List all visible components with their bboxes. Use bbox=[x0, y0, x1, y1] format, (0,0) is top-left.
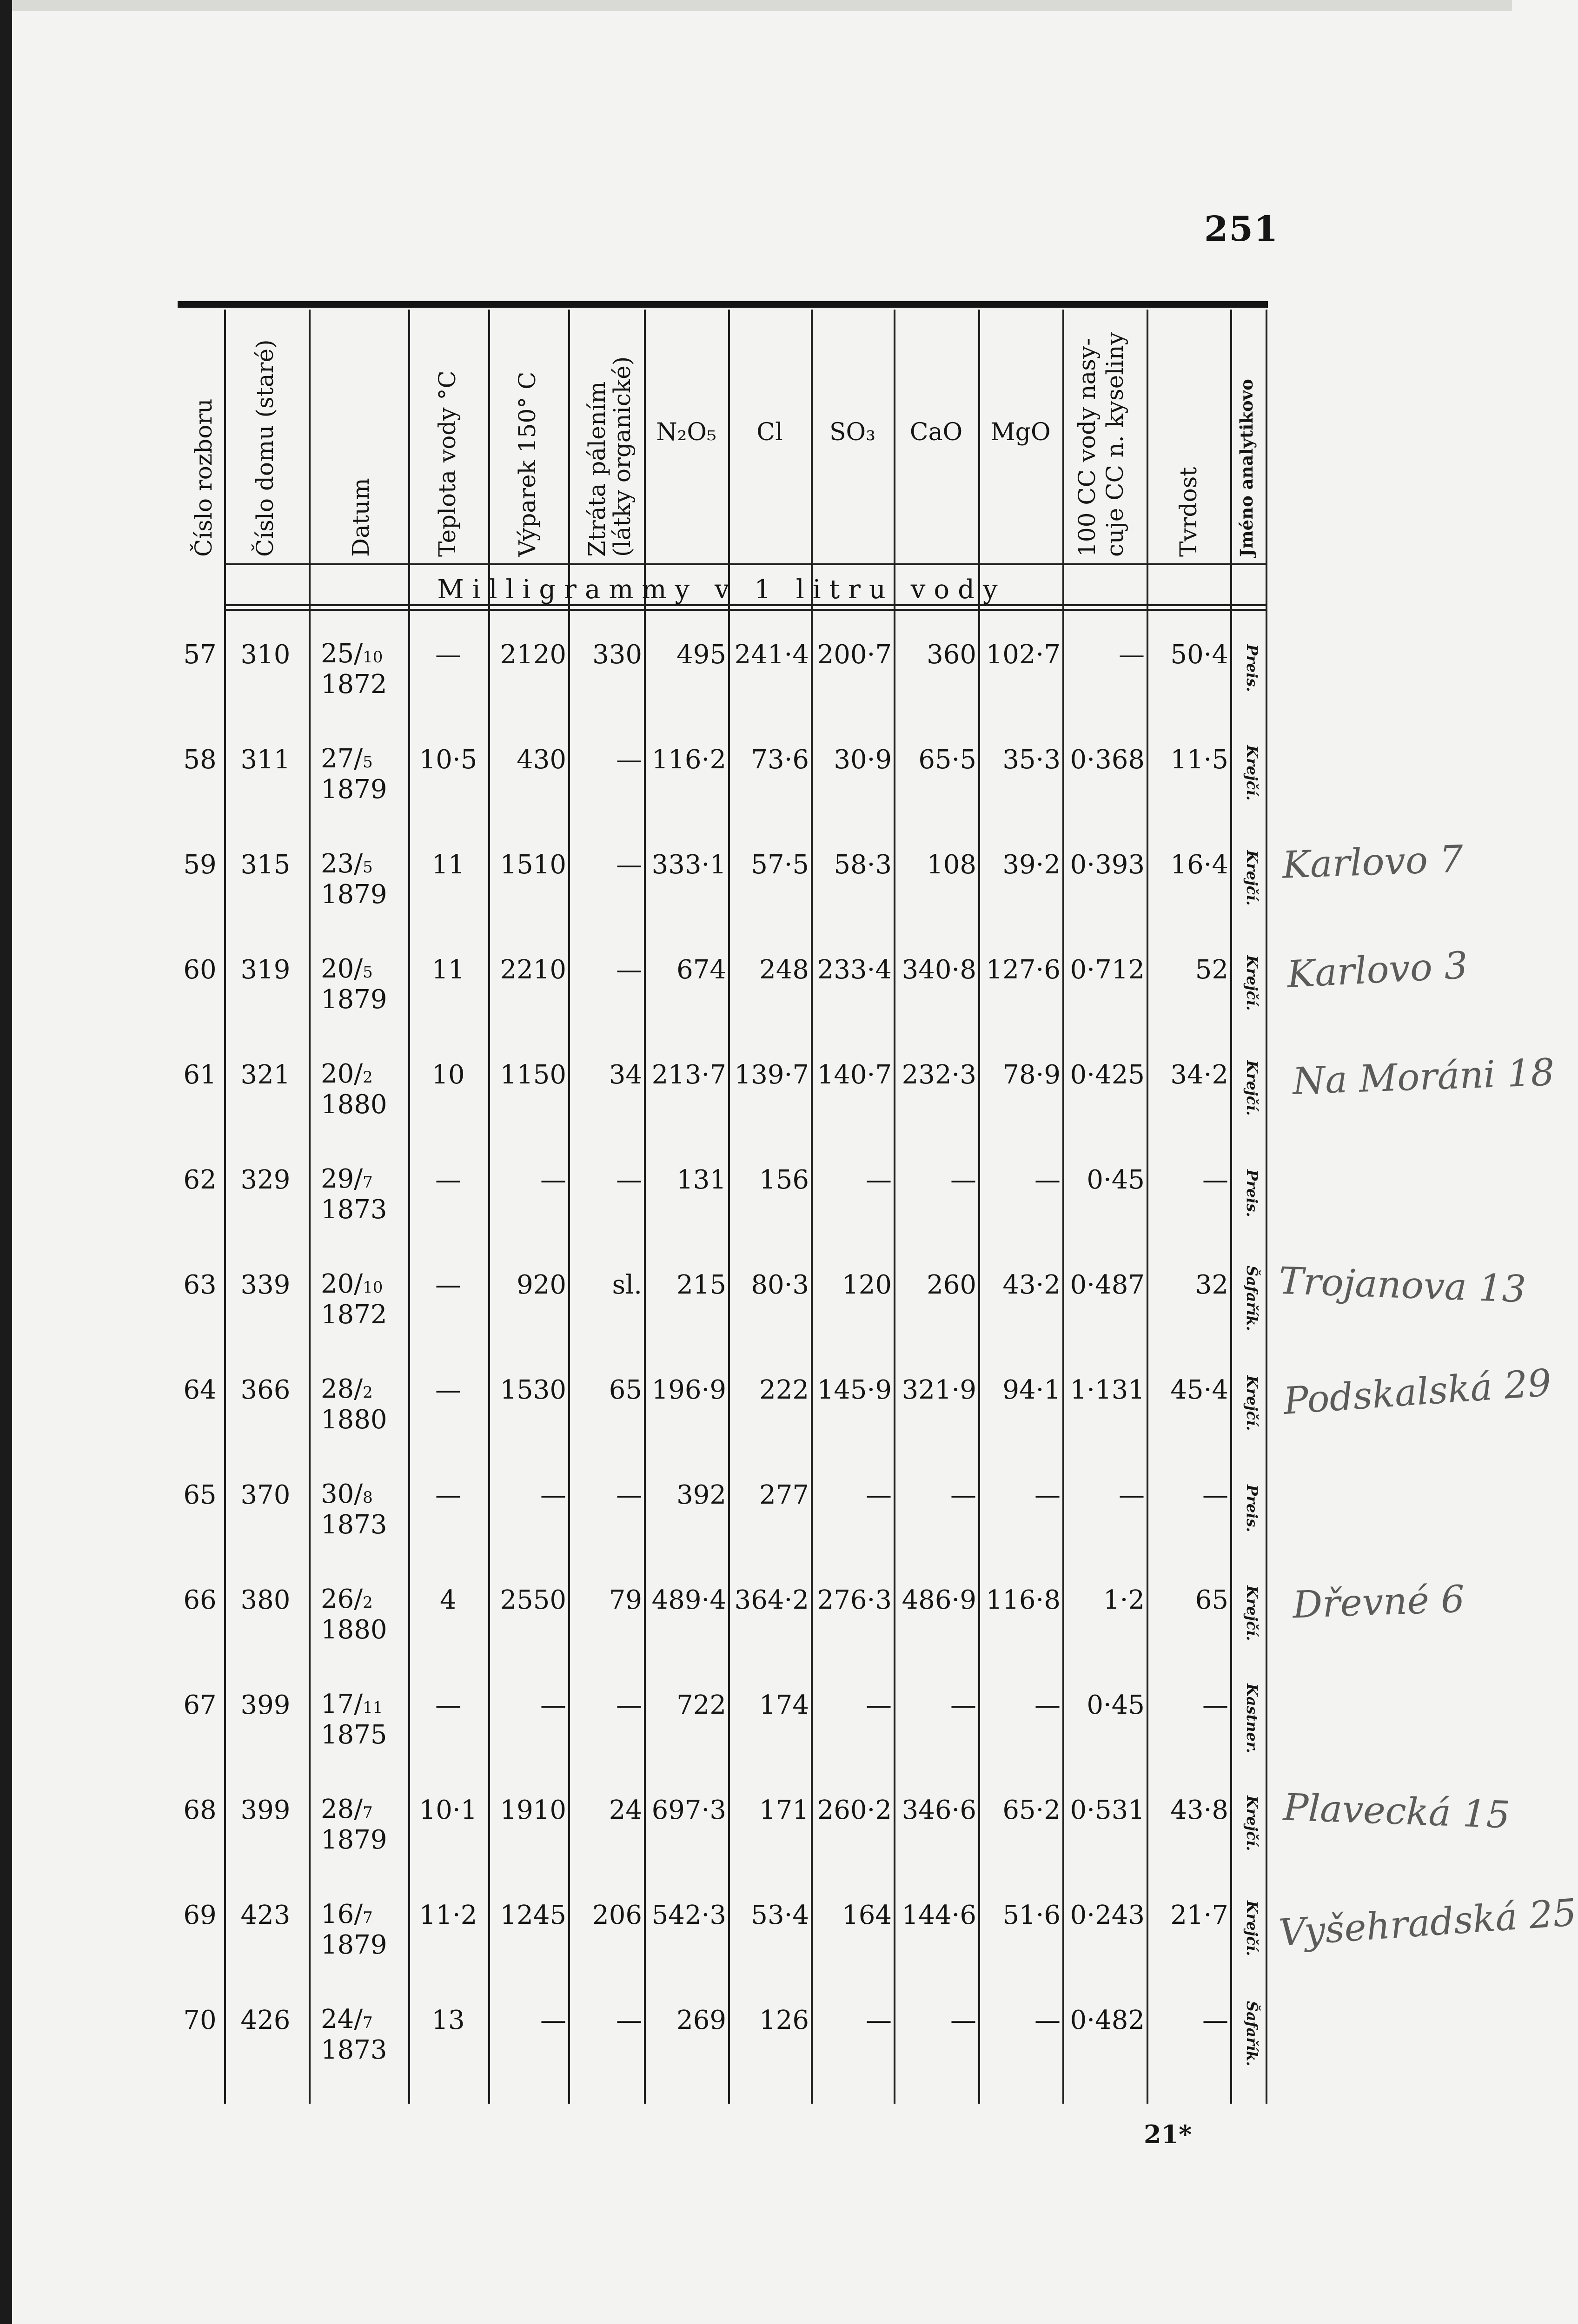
cell-ztrata: — bbox=[616, 2005, 642, 2035]
date-month: 2 bbox=[363, 1593, 373, 1612]
cell-vyparek: 2210 bbox=[500, 955, 566, 985]
cell-ztrata: 34 bbox=[609, 1060, 642, 1090]
cell-n2o5: 495 bbox=[676, 640, 726, 670]
cell-analyst: Preis. bbox=[1243, 1484, 1261, 1532]
cell-n2o5: 215 bbox=[676, 1270, 726, 1300]
header-ztrata-line2: (látky organické) bbox=[609, 356, 636, 557]
table-row bbox=[178, 1575, 1268, 1645]
date-year: 1880 bbox=[321, 1089, 387, 1120]
table-row bbox=[178, 1890, 1268, 1960]
cell-teplota: — bbox=[435, 1270, 461, 1300]
cell-cislo-rozboru: 62 bbox=[183, 1165, 217, 1195]
date-year: 1880 bbox=[321, 1615, 387, 1645]
date-day: 16/ bbox=[321, 1899, 363, 1929]
cell-analyst: Preis. bbox=[1243, 644, 1261, 692]
cell-cl: 222 bbox=[759, 1375, 809, 1405]
table-top-rule bbox=[178, 301, 1268, 308]
cell-tvrdost: 43·8 bbox=[1170, 1795, 1228, 1825]
printer-signature: 21* bbox=[1144, 2119, 1192, 2149]
date-month: 2 bbox=[363, 1068, 373, 1087]
book-binding-edge bbox=[0, 0, 12, 2324]
cell-vyparek: 1150 bbox=[500, 1060, 566, 1090]
cell-cislo-domu: 380 bbox=[240, 1585, 291, 1615]
date-month: 5 bbox=[363, 858, 373, 877]
date-day: 23/ bbox=[321, 849, 363, 879]
cell-so3: 200·7 bbox=[817, 640, 892, 670]
handwritten-note: Karlovo 7 bbox=[1281, 837, 1464, 887]
cell-cislo-domu: 370 bbox=[240, 1480, 291, 1510]
cell-n2o5: 722 bbox=[676, 1690, 726, 1720]
cell-cao: 232·3 bbox=[902, 1060, 976, 1090]
handwritten-note: Trojanova 13 bbox=[1278, 1259, 1527, 1311]
cell-cislo-domu: 426 bbox=[240, 2005, 291, 2035]
header-datum: Datum bbox=[347, 478, 374, 557]
cell-mgo: 127·6 bbox=[986, 955, 1061, 985]
cell-teplota: — bbox=[435, 1375, 461, 1405]
cell-tvrdost: 65 bbox=[1195, 1585, 1228, 1615]
cell-cislo-rozboru: 67 bbox=[183, 1690, 217, 1720]
cell-mgo: 94·1 bbox=[1002, 1375, 1061, 1405]
date-month: 11 bbox=[363, 1698, 383, 1717]
cell-so3: 145·9 bbox=[817, 1375, 892, 1405]
cell-cl: 80·3 bbox=[751, 1270, 809, 1300]
cell-nasycuje: 1·131 bbox=[1070, 1375, 1145, 1405]
cell-n2o5: 213·7 bbox=[651, 1060, 726, 1090]
table-row bbox=[178, 1680, 1268, 1754]
date-day-month bbox=[321, 1794, 373, 1824]
cell-ztrata: 65 bbox=[609, 1375, 642, 1405]
cell-teplota: 10·1 bbox=[419, 1795, 477, 1825]
table-row bbox=[178, 839, 1268, 910]
date-day-month bbox=[321, 849, 373, 879]
cell-nasycuje: 0·482 bbox=[1070, 2005, 1145, 2035]
cell-cislo-rozboru: 57 bbox=[183, 640, 217, 670]
cell-nasycuje: 0·425 bbox=[1070, 1060, 1145, 1090]
cell-cislo-domu: 339 bbox=[240, 1270, 291, 1300]
cell-cislo-domu: 366 bbox=[240, 1375, 291, 1405]
cell-tvrdost: 11·5 bbox=[1170, 745, 1228, 775]
date-day-month bbox=[321, 1689, 383, 1719]
cell-cao: 486·9 bbox=[902, 1585, 976, 1615]
cell-cislo-domu: 311 bbox=[240, 745, 291, 775]
cell-nasycuje: 0·712 bbox=[1070, 955, 1145, 985]
cell-n2o5: 269 bbox=[676, 2005, 726, 2035]
cell-analyst: Kastner. bbox=[1243, 1684, 1261, 1754]
cell-cislo-rozboru: 58 bbox=[183, 745, 217, 775]
date-year: 1873 bbox=[321, 1510, 387, 1540]
cell-cl: 156 bbox=[759, 1165, 809, 1195]
date-year: 1880 bbox=[321, 1405, 387, 1435]
cell-so3: 30·9 bbox=[834, 745, 892, 775]
cell-vyparek: — bbox=[540, 1480, 566, 1510]
cell-tvrdost: 32 bbox=[1195, 1270, 1228, 1300]
date-year: 1875 bbox=[321, 1720, 387, 1750]
cell-so3: 58·3 bbox=[834, 850, 892, 880]
cell-cislo-domu: 423 bbox=[240, 1900, 291, 1930]
cell-nasycuje: 0·531 bbox=[1070, 1795, 1145, 1825]
cell-cislo-rozboru: 63 bbox=[183, 1270, 217, 1300]
cell-vyparek: 2120 bbox=[500, 640, 566, 670]
cell-analyst: Krejčí. bbox=[1243, 850, 1261, 906]
cell-tvrdost: 50·4 bbox=[1170, 640, 1228, 670]
cell-mgo: 35·3 bbox=[1002, 745, 1061, 775]
cell-cislo-rozboru: 60 bbox=[183, 955, 217, 985]
cell-so3: — bbox=[866, 1690, 892, 1720]
cell-mgo: — bbox=[1034, 2005, 1061, 2035]
cell-analyst: Krejčí. bbox=[1243, 1901, 1261, 1956]
cell-cao: 144·6 bbox=[902, 1900, 976, 1930]
date-day: 20/ bbox=[321, 954, 363, 984]
table-row bbox=[178, 944, 1268, 1015]
date-day: 30/ bbox=[321, 1479, 363, 1509]
cell-cislo-domu: 399 bbox=[240, 1690, 291, 1720]
cell-datum bbox=[317, 1470, 408, 1544]
date-year: 1879 bbox=[321, 879, 387, 910]
date-day-month bbox=[321, 1479, 373, 1509]
cell-n2o5: 542·3 bbox=[651, 1900, 726, 1930]
cell-cislo-rozboru: 70 bbox=[183, 2005, 217, 2035]
cell-cao: 108 bbox=[927, 850, 976, 880]
table-row bbox=[178, 1050, 1268, 1120]
date-day-month bbox=[321, 1899, 373, 1929]
cell-datum bbox=[317, 839, 408, 914]
cell-cislo-rozboru: 69 bbox=[183, 1900, 217, 1930]
cell-vyparek: 430 bbox=[517, 745, 566, 775]
table-row bbox=[178, 1470, 1268, 1540]
cell-cao: 260 bbox=[927, 1270, 976, 1300]
cell-nasycuje: 0·368 bbox=[1070, 745, 1145, 775]
cell-cislo-domu: 310 bbox=[240, 640, 291, 670]
date-day: 27/ bbox=[321, 744, 363, 774]
date-day-month bbox=[321, 1059, 373, 1089]
date-day: 28/ bbox=[321, 1794, 363, 1824]
cell-n2o5: 674 bbox=[676, 955, 726, 985]
date-year: 1872 bbox=[321, 669, 387, 700]
cell-teplota: 4 bbox=[440, 1585, 457, 1615]
cell-teplota: 13 bbox=[431, 2005, 465, 2035]
date-month: 5 bbox=[363, 963, 373, 982]
cell-cl: 241·4 bbox=[734, 640, 809, 670]
date-day: 28/ bbox=[321, 1374, 363, 1404]
handwritten-note: Na Moráni 18 bbox=[1292, 1050, 1555, 1103]
cell-datum bbox=[317, 1575, 408, 1649]
handwritten-note: Karlovo 3 bbox=[1286, 943, 1469, 997]
cell-cl: 73·6 bbox=[751, 745, 809, 775]
cell-so3: 260·2 bbox=[817, 1795, 892, 1825]
cell-cao: 65·5 bbox=[918, 745, 976, 775]
cell-nasycuje: 0·45 bbox=[1087, 1165, 1145, 1195]
cell-cl: 53·4 bbox=[751, 1900, 809, 1930]
cell-datum bbox=[317, 1155, 408, 1229]
cell-analyst: Šafařík. bbox=[1243, 2000, 1261, 2067]
date-year: 1872 bbox=[321, 1300, 387, 1330]
cell-analyst: Krejčí. bbox=[1243, 955, 1261, 1011]
header-rule bbox=[224, 563, 1266, 565]
header-cl: Cl bbox=[756, 418, 783, 446]
page-number: 251 bbox=[1204, 209, 1279, 249]
cell-tvrdost: — bbox=[1202, 1480, 1228, 1510]
table-row bbox=[178, 1365, 1268, 1435]
cell-cl: 174 bbox=[759, 1690, 809, 1720]
cell-datum bbox=[317, 944, 408, 1019]
header-teplota: Teplota vody °C bbox=[434, 370, 461, 557]
header-n2o5: N₂O₅ bbox=[656, 418, 716, 446]
header-ztrata-line1: Ztráta pálením bbox=[583, 381, 610, 557]
cell-cl: 126 bbox=[759, 2005, 809, 2035]
date-month: 7 bbox=[363, 1908, 373, 1927]
cell-mgo: 102·7 bbox=[986, 640, 1061, 670]
cell-cl: 248 bbox=[759, 955, 809, 985]
cell-cl: 171 bbox=[759, 1795, 809, 1825]
cell-vyparek: 920 bbox=[517, 1270, 566, 1300]
date-year: 1879 bbox=[321, 774, 387, 805]
cell-tvrdost: — bbox=[1202, 1690, 1228, 1720]
cell-so3: 276·3 bbox=[817, 1585, 892, 1615]
cell-ztrata: — bbox=[616, 1690, 642, 1720]
cell-datum bbox=[317, 1260, 408, 1334]
cell-cislo-rozboru: 64 bbox=[183, 1375, 217, 1405]
header-jmeno: Jméno analytikovo bbox=[1236, 379, 1257, 557]
cell-tvrdost: 34·2 bbox=[1170, 1060, 1228, 1090]
date-day-month bbox=[321, 1269, 383, 1299]
cell-cao: 346·6 bbox=[902, 1795, 976, 1825]
header-cislo-domu: Číslo domu (staré) bbox=[252, 339, 278, 557]
cell-teplota: 11·2 bbox=[419, 1900, 477, 1930]
date-year: 1879 bbox=[321, 984, 387, 1015]
unit-band-rule bbox=[224, 609, 1266, 611]
cell-n2o5: 333·1 bbox=[651, 850, 726, 880]
cell-analyst: Šafařík. bbox=[1243, 1265, 1261, 1331]
cell-nasycuje: 1·2 bbox=[1103, 1585, 1145, 1615]
cell-so3: 233·4 bbox=[817, 955, 892, 985]
cell-so3: 140·7 bbox=[817, 1060, 892, 1090]
cell-analyst: Preis. bbox=[1243, 1169, 1261, 1217]
cell-teplota: 11 bbox=[431, 955, 465, 985]
date-day-month bbox=[321, 639, 383, 669]
header-cao: CaO bbox=[909, 418, 963, 446]
cell-vyparek: — bbox=[540, 2005, 566, 2035]
cell-cislo-domu: 319 bbox=[240, 955, 291, 985]
cell-n2o5: 392 bbox=[676, 1480, 726, 1510]
header-nasycuje-line2: cuje CC n. kyseliny bbox=[1101, 332, 1128, 557]
cell-tvrdost: 21·7 bbox=[1170, 1900, 1228, 1930]
cell-mgo: — bbox=[1034, 1690, 1061, 1720]
date-month: 5 bbox=[363, 753, 373, 772]
header-vyparek: Výparek 150° C bbox=[514, 371, 541, 557]
cell-datum bbox=[317, 1785, 408, 1859]
table-row bbox=[178, 1260, 1268, 1331]
cell-cl: 364·2 bbox=[734, 1585, 809, 1615]
cell-cislo-rozboru: 61 bbox=[183, 1060, 217, 1090]
table-row bbox=[178, 1995, 1268, 2067]
cell-analyst: Krejčí. bbox=[1243, 745, 1261, 801]
cell-cislo-domu: 315 bbox=[240, 850, 291, 880]
cell-vyparek: 2550 bbox=[500, 1585, 566, 1615]
date-month: 7 bbox=[363, 2014, 373, 2032]
cell-analyst: Krejčí. bbox=[1243, 1060, 1261, 1116]
handwritten-note: Plavecká 15 bbox=[1282, 1785, 1511, 1837]
cell-ztrata: 206 bbox=[592, 1900, 642, 1930]
cell-vyparek: 1910 bbox=[500, 1795, 566, 1825]
cell-analyst: Krejčí. bbox=[1243, 1375, 1261, 1431]
cell-ztrata: — bbox=[616, 1480, 642, 1510]
cell-cao: — bbox=[950, 1690, 976, 1720]
date-month: 10 bbox=[363, 1278, 383, 1297]
cell-datum bbox=[317, 1365, 408, 1439]
unit-band: Milligrammy v 1 litru vody bbox=[437, 574, 1006, 605]
cell-cl: 277 bbox=[759, 1480, 809, 1510]
cell-cao: — bbox=[950, 2005, 976, 2035]
cell-tvrdost: 52 bbox=[1195, 955, 1228, 985]
date-year: 1879 bbox=[321, 1930, 387, 1960]
cell-tvrdost: — bbox=[1202, 2005, 1228, 2035]
cell-nasycuje: 0·243 bbox=[1070, 1900, 1145, 1930]
cell-ztrata: 79 bbox=[609, 1585, 642, 1615]
cell-datum bbox=[317, 1995, 408, 2069]
cell-datum bbox=[317, 1680, 408, 1754]
cell-teplota: — bbox=[435, 1690, 461, 1720]
cell-tvrdost: 45·4 bbox=[1170, 1375, 1228, 1405]
date-year: 1873 bbox=[321, 1195, 387, 1225]
cell-teplota: — bbox=[435, 640, 461, 670]
cell-n2o5: 196·9 bbox=[651, 1375, 726, 1405]
cell-analyst: Krejčí. bbox=[1243, 1585, 1261, 1641]
header-cislo-rozboru: Číslo rozboru bbox=[190, 398, 217, 557]
cell-nasycuje: 0·487 bbox=[1070, 1270, 1145, 1300]
date-day-month bbox=[321, 2004, 373, 2034]
page-top-edge bbox=[12, 0, 1512, 11]
cell-n2o5: 697·3 bbox=[651, 1795, 726, 1825]
cell-ztrata: — bbox=[616, 850, 642, 880]
cell-analyst: Krejčí. bbox=[1243, 1796, 1261, 1851]
cell-mgo: — bbox=[1034, 1480, 1061, 1510]
cell-so3: 164 bbox=[842, 1900, 892, 1930]
date-day: 25/ bbox=[321, 639, 363, 669]
date-month: 10 bbox=[363, 648, 383, 667]
cell-vyparek: — bbox=[540, 1165, 566, 1195]
table-row bbox=[178, 734, 1268, 805]
cell-nasycuje: 0·393 bbox=[1070, 850, 1145, 880]
table-row bbox=[178, 1155, 1268, 1225]
cell-cislo-rozboru: 59 bbox=[183, 850, 217, 880]
date-month: 8 bbox=[363, 1488, 373, 1507]
cell-cislo-rozboru: 65 bbox=[183, 1480, 217, 1510]
date-year: 1873 bbox=[321, 2035, 387, 2065]
cell-tvrdost: 16·4 bbox=[1170, 850, 1228, 880]
cell-teplota: 11 bbox=[431, 850, 465, 880]
cell-datum bbox=[317, 1890, 408, 1964]
cell-ztrata: — bbox=[616, 745, 642, 775]
cell-datum bbox=[317, 1050, 408, 1124]
cell-cislo-rozboru: 68 bbox=[183, 1795, 217, 1825]
cell-datum bbox=[317, 734, 408, 809]
date-month: 2 bbox=[363, 1383, 373, 1402]
cell-cao: 321·9 bbox=[902, 1375, 976, 1405]
date-month: 7 bbox=[363, 1803, 373, 1822]
handwritten-note: Vyšehradská 25 bbox=[1277, 1890, 1578, 1955]
date-day-month bbox=[321, 1584, 373, 1614]
handwritten-note: Dřevné 6 bbox=[1292, 1577, 1465, 1627]
cell-vyparek: 1245 bbox=[500, 1900, 566, 1930]
cell-mgo: 39·2 bbox=[1002, 850, 1061, 880]
cell-teplota: 10 bbox=[431, 1060, 465, 1090]
cell-teplota: — bbox=[435, 1165, 461, 1195]
cell-cao: — bbox=[950, 1480, 976, 1510]
cell-mgo: 51·6 bbox=[1002, 1900, 1061, 1930]
cell-cislo-domu: 399 bbox=[240, 1795, 291, 1825]
cell-mgo: 43·2 bbox=[1002, 1270, 1061, 1300]
cell-nasycuje: 0·45 bbox=[1087, 1690, 1145, 1720]
cell-tvrdost: — bbox=[1202, 1165, 1228, 1195]
cell-n2o5: 116·2 bbox=[651, 745, 726, 775]
table-row bbox=[178, 1785, 1268, 1855]
date-day: 26/ bbox=[321, 1584, 363, 1614]
cell-mgo: 116·8 bbox=[986, 1585, 1061, 1615]
date-day: 17/ bbox=[321, 1689, 363, 1719]
header-mgo: MgO bbox=[990, 418, 1051, 446]
handwritten-note: Podskalská 29 bbox=[1282, 1360, 1553, 1423]
cell-ztrata: 330 bbox=[592, 640, 642, 670]
date-day: 20/ bbox=[321, 1059, 363, 1089]
water-analysis-table bbox=[178, 301, 1268, 2113]
date-year: 1879 bbox=[321, 1825, 387, 1855]
cell-mgo: 65·2 bbox=[1002, 1795, 1061, 1825]
cell-n2o5: 489·4 bbox=[651, 1585, 726, 1615]
cell-vyparek: — bbox=[540, 1690, 566, 1720]
cell-mgo: — bbox=[1034, 1165, 1061, 1195]
date-day-month bbox=[321, 1374, 373, 1404]
cell-ztrata: 24 bbox=[609, 1795, 642, 1825]
cell-nasycuje: — bbox=[1119, 640, 1145, 670]
cell-cislo-rozboru: 66 bbox=[183, 1585, 217, 1615]
cell-datum bbox=[317, 629, 408, 704]
cell-cl: 57·5 bbox=[751, 850, 809, 880]
date-day: 24/ bbox=[321, 2004, 363, 2034]
cell-teplota: — bbox=[435, 1480, 461, 1510]
cell-cislo-domu: 329 bbox=[240, 1165, 291, 1195]
cell-mgo: 78·9 bbox=[1002, 1060, 1061, 1090]
cell-cao: 360 bbox=[927, 640, 976, 670]
cell-cao: — bbox=[950, 1165, 976, 1195]
cell-so3: — bbox=[866, 1480, 892, 1510]
date-day: 29/ bbox=[321, 1164, 363, 1194]
cell-ztrata: — bbox=[616, 1165, 642, 1195]
cell-cl: 139·7 bbox=[734, 1060, 809, 1090]
date-day: 20/ bbox=[321, 1269, 363, 1299]
date-day-month bbox=[321, 744, 373, 774]
cell-nasycuje: — bbox=[1119, 1480, 1145, 1510]
cell-vyparek: 1510 bbox=[500, 850, 566, 880]
cell-cislo-domu: 321 bbox=[240, 1060, 291, 1090]
header-nasycuje-line1: 100 CC vody nasy- bbox=[1074, 337, 1101, 557]
cell-ztrata: sl. bbox=[612, 1270, 642, 1300]
cell-so3: — bbox=[866, 2005, 892, 2035]
cell-n2o5: 131 bbox=[676, 1165, 726, 1195]
header-tvrdost: Tvrdost bbox=[1175, 467, 1202, 557]
cell-vyparek: 1530 bbox=[500, 1375, 566, 1405]
cell-ztrata: — bbox=[616, 955, 642, 985]
date-month: 7 bbox=[363, 1173, 373, 1192]
cell-teplota: 10·5 bbox=[419, 745, 477, 775]
date-day-month bbox=[321, 954, 373, 984]
cell-so3: — bbox=[866, 1165, 892, 1195]
table-row bbox=[178, 629, 1268, 700]
cell-so3: 120 bbox=[842, 1270, 892, 1300]
date-day-month bbox=[321, 1164, 373, 1194]
header-so3: SO₃ bbox=[829, 418, 876, 446]
cell-cao: 340·8 bbox=[902, 955, 976, 985]
